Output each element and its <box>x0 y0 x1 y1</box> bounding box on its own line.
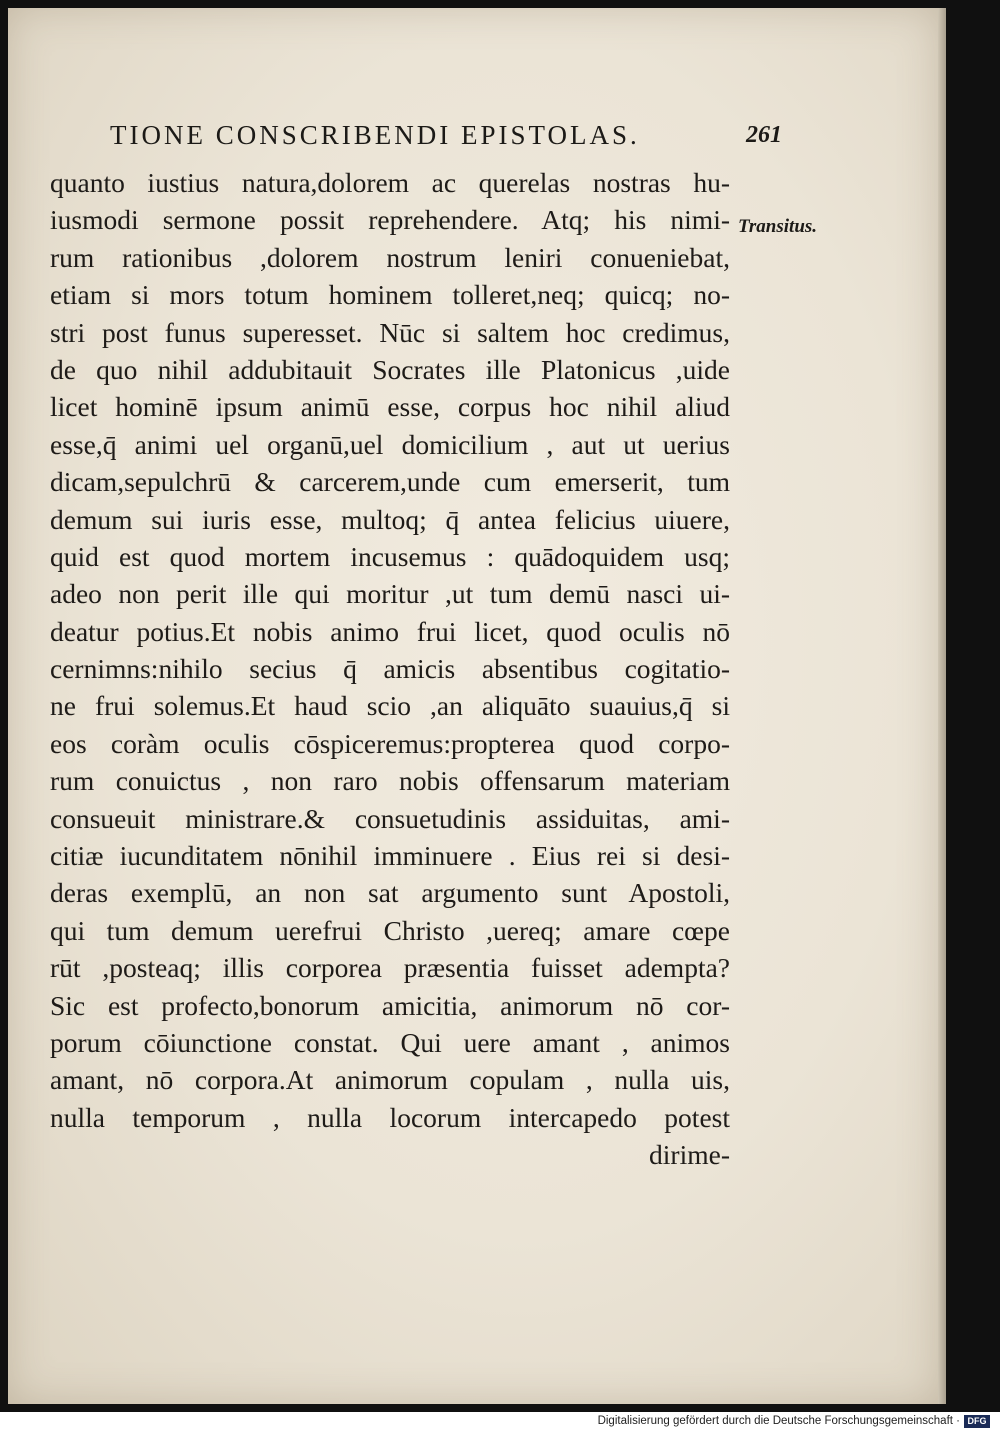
text-line: dicam,sepulchrū & carcerem,unde cum emerserit, tum <box>50 466 730 498</box>
text-line: rūt ,posteaq; illis corporea præsentia fuisset adempta? <box>50 952 730 984</box>
text-line: porum cōiunctione constat. Qui uere amant , animos <box>50 1026 730 1058</box>
text-line: deras exemplū, an non sat argumento sunt Apostoli, <box>50 877 730 909</box>
text-line: etiam si mors totum hominem tolleret,neq; quicq; no- <box>50 279 730 311</box>
funding-credit: Digitalisierung gefördert durch die Deutsche Forschungsgemeinschaft · <box>597 1415 960 1427</box>
marginal-note: Transitus. <box>738 216 818 237</box>
text-line: ne frui solemus.Et haud scio ,an aliquāto suauius,q̄ si <box>50 690 730 722</box>
text-line: cernimns:nihilo secius q̄ amicis absentibus cogitatio- <box>50 653 730 685</box>
text-line: de quo nihil addubitauit Socrates ille Platonicus ,uide <box>50 353 730 385</box>
page-number: 261 <box>746 122 782 148</box>
text-line: deatur potius.Et nobis animo frui licet, quod oculis nō <box>50 615 730 647</box>
running-head: TIONE CONSCRIBENDI EPISTOLAS. <box>110 120 640 150</box>
text-line: adeo non perit ille qui moritur ,ut tum demū nasci ui- <box>50 578 730 610</box>
text-line: demum sui iuris esse, multoq; q̄ antea felicius uiuere, <box>50 503 730 535</box>
text-line: eos coràm oculis cōspiceremus:propterea quod corpo- <box>50 727 730 759</box>
text-line: stri post funus superesset. Nūc si saltem hoc credimus, <box>50 316 730 348</box>
text-line: quid est quod mortem incusemus : quādoquidem usq; <box>50 540 730 572</box>
text-line: consueuit ministrare.& consuetudinis assiduitas, ami- <box>50 802 730 834</box>
footer-bar <box>0 1412 1000 1433</box>
text-line: citiæ iucunditatem nōnihil imminuere . Eius rei si desi- <box>50 840 730 872</box>
book-page <box>8 8 938 1404</box>
text-line: quanto iustius natura,dolorem ac querelas nostras hu- <box>50 167 730 198</box>
text-line: esse,q̄ animi uel organū,uel domicilium , aut ut uerius <box>50 428 730 460</box>
text-line: iusmodi sermone possit reprehendere. Atq; his nimi- <box>50 204 730 236</box>
catchword: dirime- <box>649 1139 730 1171</box>
dfg-logo-icon: DFG <box>964 1415 990 1428</box>
body-text <box>50 164 730 1174</box>
text-line: amant, nō corpora.At animorum copulam , nulla uis, <box>50 1064 730 1096</box>
text-line: qui tum demum uerefrui Christo ,uereq; amare cœpe <box>50 914 730 946</box>
text-line: rum rationibus ,dolorem nostrum leniri conueniebat, <box>50 241 730 273</box>
page-edge <box>938 8 946 1404</box>
text-line: nulla temporum , nulla locorum intercapedo potest <box>50 1101 730 1133</box>
text-line: licet hominē ipsum animū esse, corpus hoc nihil aliud <box>50 391 730 423</box>
text-line: rum conuictus , non raro nobis offensarum materiam <box>50 765 730 797</box>
text-line: Sic est profecto,bonorum amicitia, animorum nō cor- <box>50 989 730 1021</box>
